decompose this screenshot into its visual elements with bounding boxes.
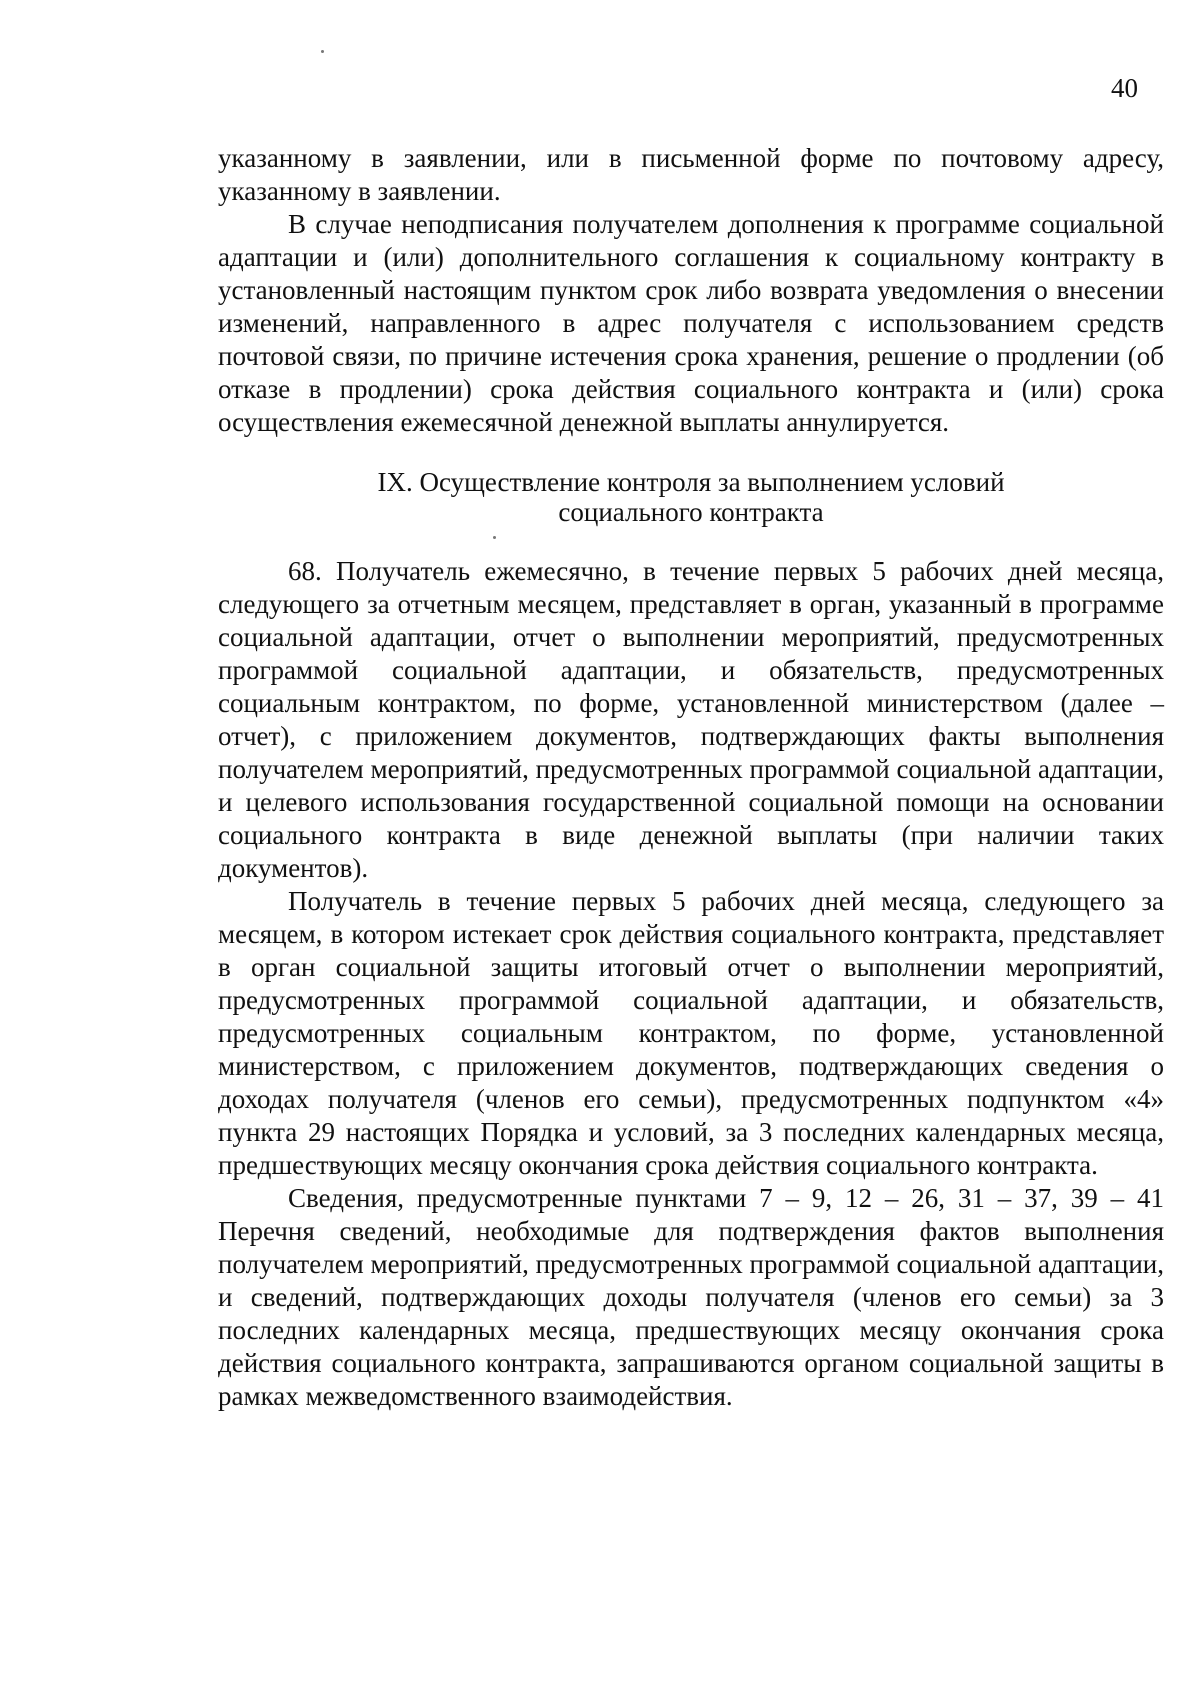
paragraph-continuation: указанному в заявлении, или в письменной форме по почтовому адресу, указанному в заявлении. xyxy=(218,143,1164,206)
page-number: 40 xyxy=(1111,73,1138,103)
paragraph-item-68: 68. Получатель ежемесячно, в течение первых 5 рабочих дней месяца, следующего за отчетным месяцем, представляет в орган, указанный в программе социальной адаптации, отчет о выполнении мероприятий, предусмотренных программой социальной адаптации, и обязательств, предусмотренных социальным контрактом, по форме, установленной министерством (далее – отчет), с приложением документов, подтверждающих факты выполнения получателем мероприятий, предусмотренных программой социальной адаптации, и целевого использования государственной социальной помощи на основании социального контракта в виде денежной выплаты (при наличии таких документов). xyxy=(218,556,1164,883)
section-heading xyxy=(218,467,1164,527)
paragraph-interagency-info: Сведения, предусмотренные пунктами 7 – 9, 12 – 26, 31 – 37, 39 – 41 Перечня сведений, необходимые для подтверждения фактов выполнения получателем мероприятий, предусмотренных программой социальной адаптации, и сведений, подтверждающих доходы получателя (членов его семьи) за 3 последних календарных месяца, предшествующих месяцу окончания срока действия социального контракта, запрашиваются органом социальной защиты в рамках межведомственного взаимодействия. xyxy=(218,1183,1164,1411)
scan-speck-top xyxy=(321,50,324,53)
document-body xyxy=(218,142,1164,1413)
paragraph-non-signing: В случае неподписания получателем дополнения к программе социальной адаптации и (или) дополнительного соглашения к социальному контракту в установленный настоящим пунктом срок либо возврата уведомления о внесении изменений, направленного в адрес получателя с использованием средств почтовой связи, по причине истечения срока хранения, решение о продлении (об отказе в продлении) срока действия социального контракта и (или) срока осуществления ежемесячной денежной выплаты аннулируется. xyxy=(218,209,1164,437)
section-heading-line-1: IX. Осуществление контроля за выполнением условий xyxy=(377,467,1005,497)
paragraph-final-report: Получатель в течение первых 5 рабочих дней месяца, следующего за месяцем, в котором истекает срок действия социального контракта, представляет в орган социальной защиты итоговый отчет о выполнении мероприятий, предусмотренных программой социальной адаптации, и обязательств, предусмотренных социальным контрактом, по форме, установленной министерством, с приложением документов, подтверждающих сведения о доходах получателя (членов его семьи), предусмотренных подпунктом «4» пункта 29 настоящих Порядка и условий, за 3 последних календарных месяца, предшествующих месяцу окончания срока действия социального контракта. xyxy=(218,886,1164,1180)
section-heading-line-2: социального контракта xyxy=(558,497,824,527)
